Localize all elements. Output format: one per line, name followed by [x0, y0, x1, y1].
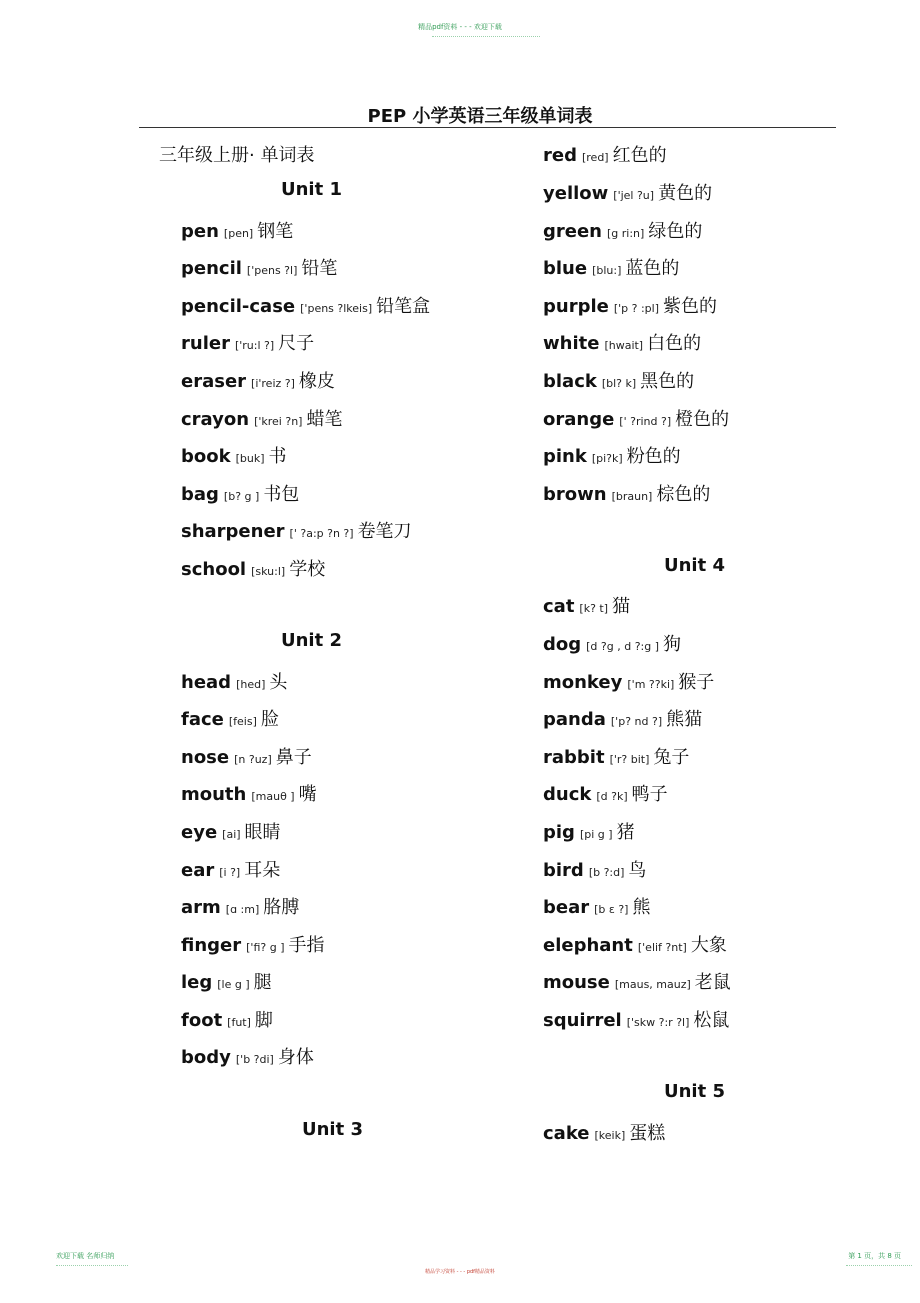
word-row-yellow [543, 179, 712, 205]
word-cn: 胳膊 [263, 897, 300, 918]
word-en: ruler [181, 333, 230, 354]
word-en: nose [181, 747, 230, 768]
word-phonetic: ['elif ?nt] [637, 941, 687, 954]
word-cn: 书包 [263, 484, 300, 505]
unit-heading: Unit 2 [281, 630, 342, 651]
word-cn: 鸭子 [631, 784, 668, 805]
word-en: eraser [181, 371, 247, 392]
word-row-leg [181, 968, 272, 994]
word-cn: 书 [268, 446, 287, 467]
word-row-squirrel [543, 1006, 729, 1032]
word-cn: 鸟 [628, 860, 647, 881]
word-phonetic: [ɑ :m] [225, 903, 260, 916]
word-phonetic: ['fi? g ] [246, 941, 285, 954]
word-cn: 脸 [260, 709, 279, 730]
word-row-duck [543, 780, 668, 806]
word-row-blue [543, 254, 679, 280]
word-row-purple [543, 292, 717, 318]
word-row-white [543, 329, 701, 355]
word-cn: 蓝色的 [625, 258, 680, 279]
header-dotted-rule [432, 36, 540, 37]
word-en: crayon [181, 409, 250, 430]
word-phonetic: [le g ] [217, 978, 250, 991]
word-row-ear [181, 856, 280, 882]
word-phonetic: ['krei ?n] [254, 415, 303, 428]
word-en: blue [543, 258, 588, 279]
word-en: cake [543, 1123, 590, 1144]
word-row-sharpener [181, 517, 412, 543]
word-row-ruler [181, 329, 314, 355]
word-cn: 嘴 [298, 784, 317, 805]
word-phonetic: [pi?k] [591, 452, 623, 465]
word-en: cat [543, 596, 575, 617]
word-phonetic: [feis] [228, 715, 257, 728]
word-cn: 红色的 [612, 145, 667, 166]
word-phonetic: [maus, mauz] [614, 978, 691, 991]
word-phonetic: ['p ? :pl] [613, 302, 660, 315]
word-cn: 卷笔刀 [357, 521, 412, 542]
word-en: finger [181, 935, 242, 956]
word-phonetic: ['b ?di] [235, 1053, 274, 1066]
word-en: pen [181, 221, 219, 242]
word-en: panda [543, 709, 606, 730]
word-row-eye [181, 818, 281, 844]
word-en: sharpener [181, 521, 285, 542]
word-row-cake [543, 1119, 665, 1145]
word-en: dog [543, 634, 582, 655]
word-row-orange [543, 405, 729, 431]
word-cn: 兔子 [653, 747, 690, 768]
word-row-green [543, 217, 702, 243]
word-cn: 猴子 [678, 672, 715, 693]
word-en: bird [543, 860, 584, 881]
word-en: squirrel [543, 1010, 622, 1031]
word-cn: 熊 [632, 897, 651, 918]
word-row-bear [543, 893, 650, 919]
word-en: head [181, 672, 232, 693]
unit-heading: Unit 4 [664, 555, 725, 576]
word-cn: 身体 [277, 1047, 314, 1068]
word-phonetic: [g ri:n] [607, 227, 645, 240]
word-en: black [543, 371, 597, 392]
word-en: mouth [181, 784, 247, 805]
word-row-elephant [543, 931, 727, 957]
word-row-pencil [181, 254, 337, 280]
word-en: eye [181, 822, 218, 843]
word-phonetic: [b ?:d] [588, 866, 625, 879]
word-row-red [543, 141, 667, 167]
word-cn: 钢笔 [257, 221, 294, 242]
section-heading: 三年级上册· 单词表 [159, 145, 315, 166]
word-en: school [181, 559, 247, 580]
word-row-dog [543, 630, 681, 656]
word-row-rabbit [543, 743, 689, 769]
page-title: PEP 小学英语三年级单词表 [367, 106, 593, 127]
word-phonetic: [hwait] [604, 339, 644, 352]
word-phonetic: [pi g ] [579, 828, 613, 841]
word-row-body [181, 1043, 314, 1069]
word-cn: 熊猫 [666, 709, 703, 730]
word-phonetic: [pen] [223, 227, 254, 240]
word-en: book [181, 446, 231, 467]
word-row-nose [181, 743, 312, 769]
word-en: leg [181, 972, 213, 993]
word-row-pig [543, 818, 635, 844]
word-row-black [543, 367, 694, 393]
word-en: arm [181, 897, 221, 918]
word-en: elephant [543, 935, 633, 956]
word-en: green [543, 221, 602, 242]
word-cn: 狗 [663, 634, 682, 655]
word-phonetic: [braun] [611, 490, 653, 503]
word-phonetic: [d ?g , d ?:g ] [586, 640, 660, 653]
word-row-bird [543, 856, 646, 882]
word-en: face [181, 709, 224, 730]
word-en: brown [543, 484, 607, 505]
word-en: yellow [543, 183, 609, 204]
word-row-panda [543, 705, 702, 731]
word-cn: 绿色的 [648, 221, 703, 242]
word-phonetic: [b ε ?] [594, 903, 629, 916]
word-phonetic: [n ?uz] [234, 753, 272, 766]
unit-heading: Unit 5 [664, 1081, 725, 1102]
word-cn: 猪 [616, 822, 635, 843]
word-row-head [181, 668, 287, 694]
word-phonetic: ['p? nd ?] [610, 715, 663, 728]
word-cn: 黑色的 [640, 371, 695, 392]
word-row-school [181, 555, 325, 581]
word-phonetic: [ai] [222, 828, 241, 841]
word-cn: 橙色的 [675, 409, 730, 430]
word-en: bear [543, 897, 590, 918]
word-cn: 棕色的 [656, 484, 711, 505]
word-phonetic: [blu:] [592, 264, 622, 277]
footer-left-note: 欢迎下载 名师归纳 [56, 1252, 115, 1260]
word-phonetic: ['pens ?lkeis] [300, 302, 373, 315]
title-underline [139, 127, 836, 128]
word-en: foot [181, 1010, 223, 1031]
footer-left-dotted-rule [56, 1265, 128, 1266]
word-en: pencil-case [181, 296, 296, 317]
word-en: purple [543, 296, 609, 317]
word-phonetic: [keik] [594, 1129, 626, 1142]
word-en: rabbit [543, 747, 605, 768]
word-en: body [181, 1047, 231, 1068]
word-row-bag [181, 480, 299, 506]
word-en: white [543, 333, 600, 354]
word-en: orange [543, 409, 615, 430]
word-cn: 大象 [690, 935, 727, 956]
word-phonetic: [k? t] [579, 602, 609, 615]
word-row-book [181, 442, 287, 468]
word-phonetic: ['skw ?:r ?l] [626, 1016, 690, 1029]
word-cn: 铅笔盒 [376, 296, 431, 317]
word-en: ear [181, 860, 215, 881]
word-row-face [181, 705, 279, 731]
word-en: bag [181, 484, 219, 505]
word-cn: 耳朵 [244, 860, 281, 881]
word-en: pig [543, 822, 575, 843]
word-cn: 老鼠 [694, 972, 731, 993]
word-en: monkey [543, 672, 623, 693]
word-phonetic: ['m ??ki] [627, 678, 675, 691]
word-cn: 黄色的 [658, 183, 713, 204]
word-row-mouse [543, 968, 731, 994]
word-cn: 腿 [253, 972, 272, 993]
word-cn: 尺子 [278, 333, 315, 354]
footer-center-note: 精品学习资料 - - - pdf精品资料 [425, 1269, 495, 1275]
word-phonetic: [bl? k] [601, 377, 637, 390]
word-cn: 鼻子 [275, 747, 312, 768]
word-cn: 蛋糕 [629, 1123, 666, 1144]
word-phonetic: ['pens ?l] [246, 264, 298, 277]
word-phonetic: [b? g ] [223, 490, 260, 503]
word-phonetic: [red] [581, 151, 609, 164]
header-watermark: 精品pdf资料 - - - 欢迎下载 [418, 23, 502, 31]
word-phonetic: [d ?k] [596, 790, 628, 803]
word-row-crayon [181, 405, 342, 431]
word-en: duck [543, 784, 592, 805]
word-row-arm [181, 893, 299, 919]
word-cn: 手指 [288, 935, 325, 956]
word-cn: 松鼠 [693, 1010, 730, 1031]
word-row-mouth [181, 780, 317, 806]
unit-heading: Unit 3 [302, 1119, 363, 1140]
word-cn: 白色的 [647, 333, 702, 354]
word-row-pen [181, 217, 293, 243]
unit-heading: Unit 1 [281, 179, 342, 200]
word-phonetic: [i'reiz ?] [251, 377, 295, 390]
word-phonetic: [sku:l] [251, 565, 286, 578]
word-phonetic: [buk] [235, 452, 265, 465]
word-cn: 眼睛 [244, 822, 281, 843]
word-cn: 头 [269, 672, 288, 693]
footer-right-dotted-rule [846, 1265, 912, 1266]
word-phonetic: [i ?] [219, 866, 241, 879]
word-cn: 粉色的 [626, 446, 681, 467]
word-cn: 学校 [289, 559, 326, 580]
word-phonetic: ['r? bit] [609, 753, 650, 766]
word-row-cat [543, 592, 630, 618]
word-en: pencil [181, 258, 242, 279]
word-phonetic: [hed] [236, 678, 266, 691]
word-row-eraser [181, 367, 335, 393]
word-phonetic: [' ?rind ?] [619, 415, 672, 428]
word-cn: 橡皮 [298, 371, 335, 392]
word-en: pink [543, 446, 587, 467]
word-row-pencil-case [181, 292, 430, 318]
word-row-brown [543, 480, 710, 506]
word-cn: 脚 [254, 1010, 273, 1031]
word-row-foot [181, 1006, 273, 1032]
page-number: 第 1 页，共 8 页 [848, 1252, 901, 1260]
word-phonetic: [mauθ ] [251, 790, 295, 803]
word-cn: 紫色的 [663, 296, 718, 317]
word-cn: 蜡笔 [306, 409, 343, 430]
word-phonetic: [fut] [227, 1016, 251, 1029]
word-en: red [543, 145, 577, 166]
word-phonetic: ['jel ?u] [613, 189, 655, 202]
word-phonetic: [' ?a:p ?n ?] [289, 527, 354, 540]
word-cn: 猫 [612, 596, 631, 617]
word-row-monkey [543, 668, 714, 694]
word-cn: 铅笔 [301, 258, 338, 279]
word-en: mouse [543, 972, 610, 993]
word-row-finger [181, 931, 325, 957]
word-phonetic: ['ru:l ?] [234, 339, 275, 352]
word-row-pink [543, 442, 681, 468]
